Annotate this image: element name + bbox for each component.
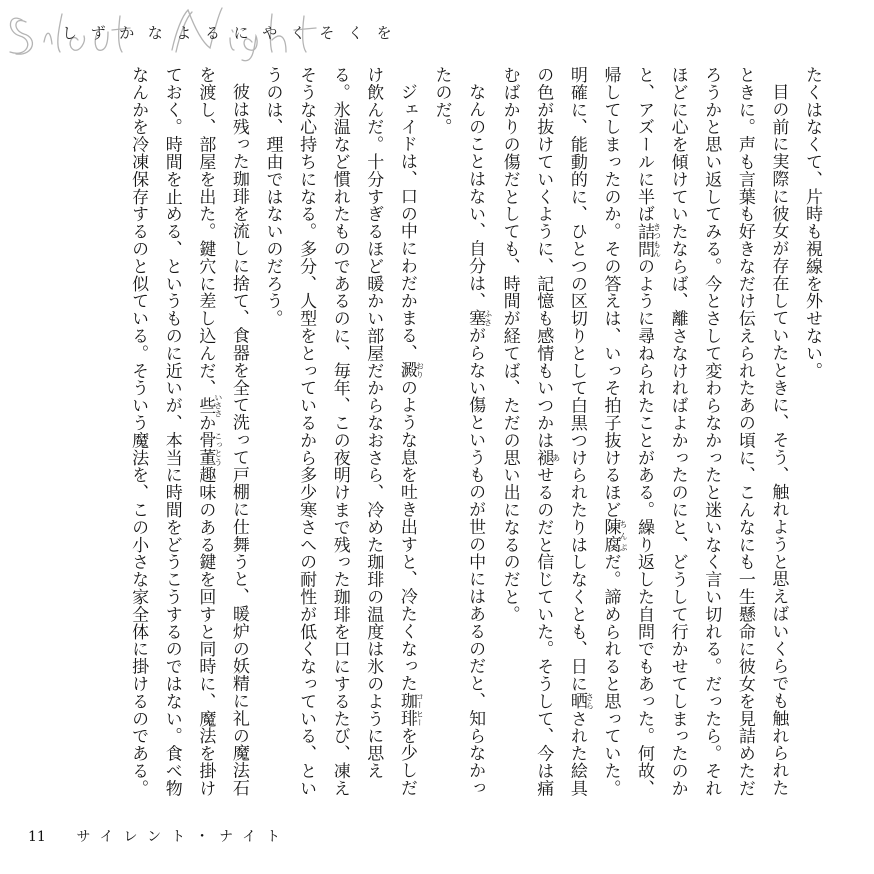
ruby-annotation [465, 309, 493, 327]
text-segment: がらない傷というものが世の中にはあるのだと、知らなかったのだ。 [431, 66, 486, 797]
paragraph [492, 66, 794, 810]
ruby-reading: いささ [213, 393, 223, 418]
text-segment: なんのことはない、自分は、 [465, 83, 486, 310]
text-segment: のような息を吐き出すと、冷たくなった [396, 378, 417, 693]
text-segment: された絵具の色が抜けていくように、記憶も感情もいつかは [533, 66, 587, 797]
text-segment: のように尋ねられたことがある。繰り返した自問でもあった。何故、帰してしまったのか。その答えは、いっそ拍子抜けるほど [600, 66, 655, 797]
paragraph [121, 66, 255, 810]
kana-title: しずかなよるにやくそくを [62, 24, 406, 42]
paragraph [794, 66, 828, 810]
text-segment: 趣味のある鍵を回すと同時に、魔法を掛けておく。時間を止める、というものに近いが、本当に時間をどうこうするのではない。食べ物なんかを冷凍保存するのと似ている。そういう魔法を、この小さな家全体に掛けるのである。 [128, 66, 216, 797]
paragraph [424, 66, 492, 810]
ruby-annotation [396, 361, 425, 379]
text-segment: ジェイドは、口の中にわだかまる、 [396, 83, 417, 362]
ruby-base: 骨董 [195, 431, 216, 467]
ruby-reading: きつもん [652, 222, 662, 258]
text-segment: 目の前に実際に彼女が存在していたときに、そう、触れようと思えばいくらでも触れられたときに。声も言葉も好きなだけ伝えられたあの頃に、こんなにも一生懸命に彼女を見詰めただろうかと思い返してみる。今とさして変わらなかったと迷いなく言い切れる。だったら。それほどに心を傾けていたならば、離さなければよかったのにと、どうして行かせてしまったのかと、アズールに半ば [634, 66, 789, 797]
ruby-reading: こっとう [213, 431, 223, 467]
ruby-annotation [600, 518, 628, 554]
ruby-base: 晒 [566, 692, 587, 710]
text-segment: せるのだと信じていた。そうして、今は痛むばかりの傷だとしても、時間が経てば、ただの思い出になるのだと。 [499, 66, 554, 797]
footer [28, 826, 290, 846]
ruby-annotation [396, 692, 425, 727]
ruby-base: 珈琲 [396, 692, 417, 727]
ruby-annotation [533, 448, 561, 467]
page-number: 11 [28, 829, 46, 845]
ruby-annotation [195, 431, 223, 467]
text-segment: 彼は残った珈琲を流しに捨て、食器を全て洗って戸棚に仕舞うと、暖炉の妖精に礼の魔法石を渡し、部屋を出た。鍵穴に差し込んだ、 [195, 66, 249, 797]
ruby-annotation [634, 222, 662, 258]
ruby-base: 澱 [396, 361, 417, 379]
running-title: サイレント・ナイト [76, 829, 291, 845]
ruby-base: 褪 [533, 448, 554, 467]
ruby-base: 些 [195, 393, 216, 418]
ruby-reading: おり [415, 361, 425, 379]
ruby-reading: コーヒー [415, 692, 425, 727]
ruby-reading: あ [551, 448, 561, 467]
paragraph [255, 66, 424, 810]
ruby-base: 塞 [465, 309, 486, 327]
ruby-base: 詰問 [634, 222, 655, 258]
text-segment: か [195, 414, 216, 432]
ruby-reading: さら [585, 692, 595, 710]
text-segment: を少しだけ飲んだ。十分すぎるほど暖かい部屋だからなおさら、冷めた珈琲の温度は氷のように思える。氷温など慣れたものであるのに、毎年、この夜明けまで残った珈琲を口にするたび、凍えそうな心持ちになる。多分、人型をとっているから多少寒さへの耐性が低くなっている、というのは、理由ではないのだろう。 [262, 66, 417, 797]
ruby-annotation [566, 692, 595, 710]
ruby-annotation [195, 393, 223, 418]
text-segment: だ。諦められると思っていた。明確に、能動的に、ひとつの区切りとして白黒つけられたりはしなくとも、日に [566, 66, 621, 797]
ruby-base: 陳腐 [600, 518, 621, 554]
ruby-reading: ちんぷ [618, 518, 628, 554]
body-text [48, 66, 828, 810]
text-segment: たくはなくて、片時も視線を外せない。 [802, 66, 822, 380]
ruby-reading: ふさ [483, 309, 493, 327]
